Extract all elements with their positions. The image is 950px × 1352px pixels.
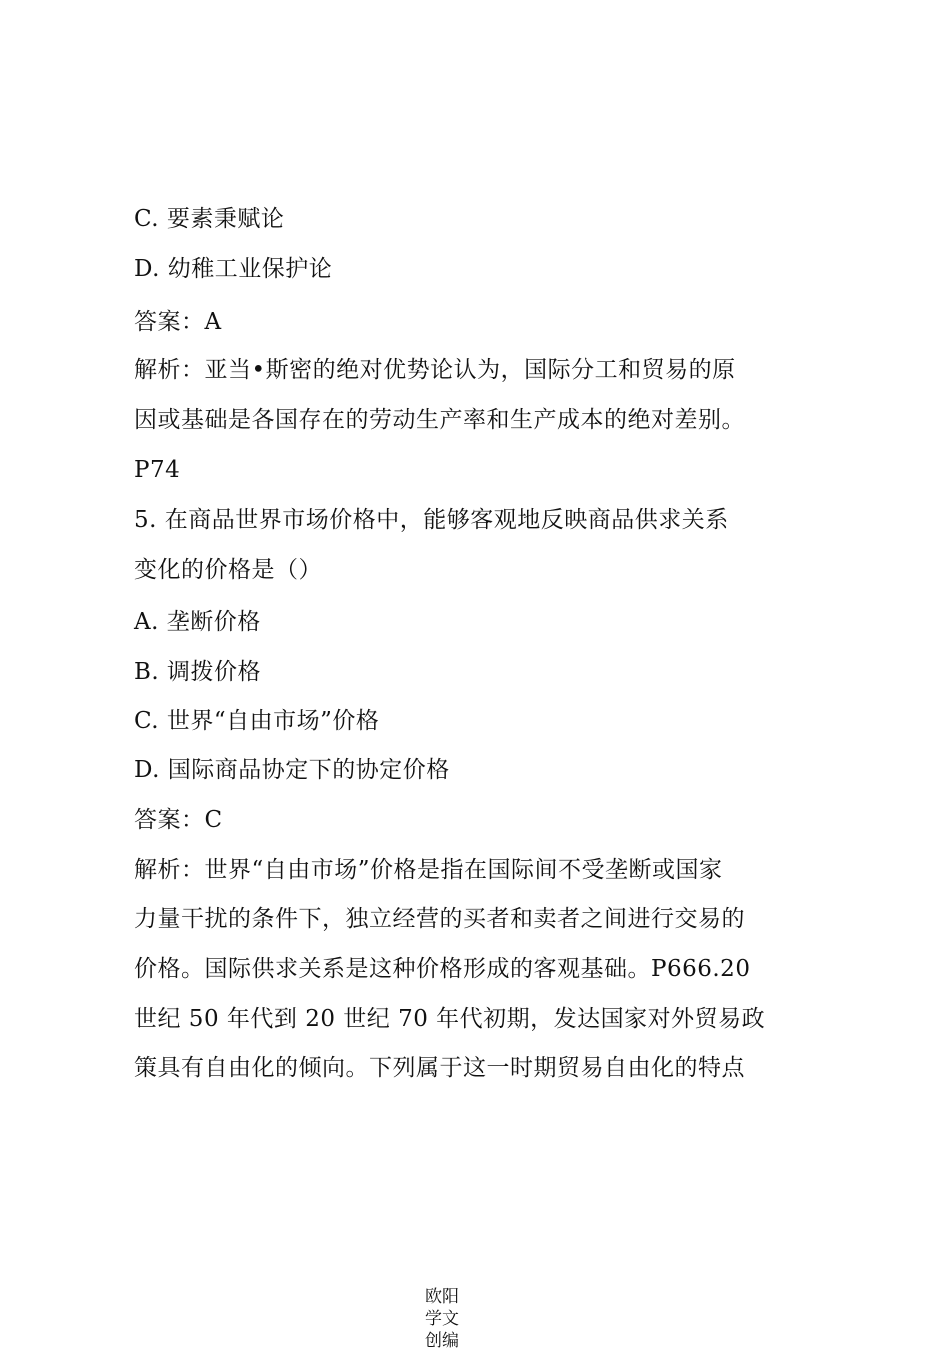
- q4-analysis-line-1: 解析：亚当•斯密的绝对优势论认为，国际分工和贸易的原: [134, 357, 736, 383]
- q4-analysis-line-2: 因或基础是各国存在的劳动生产率和生产成本的绝对差别。: [134, 407, 745, 433]
- q5-analysis-line-3: 价格。国际供求关系是这种价格形成的客观基础。P666.20: [134, 956, 751, 982]
- q5-option-d: D. 国际商品协定下的协定价格: [134, 757, 450, 783]
- footer-author: 欧阳学文创编: [425, 1287, 459, 1351]
- q6-stem-line-2: 策具有自由化的倾向。下列属于这一时期贸易自由化的特点: [134, 1055, 745, 1081]
- q5-stem-line-1: 5. 在商品世界市场价格中，能够客观地反映商品供求关系: [134, 507, 729, 533]
- q4-option-d: D. 幼稚工业保护论: [134, 256, 333, 282]
- q5-answer: 答案：C: [134, 807, 223, 833]
- q5-option-c: C. 世界“自由市场”价格: [134, 708, 380, 734]
- q4-answer: 答案：A: [134, 309, 222, 335]
- q5-option-b: B. 调拨价格: [134, 659, 262, 685]
- q6-stem-line-1: 世纪 50 年代到 20 世纪 70 年代初期，发达国家对外贸易政: [134, 1006, 766, 1032]
- q4-page-reference: P74: [134, 457, 181, 483]
- q5-analysis-line-2: 力量干扰的条件下，独立经营的买者和卖者之间进行交易的: [134, 906, 745, 932]
- q5-analysis-line-1: 解析：世界“自由市场”价格是指在国际间不受垄断或国家: [134, 857, 723, 883]
- q5-stem-line-2: 变化的价格是（）: [134, 557, 322, 583]
- q4-option-c: C. 要素秉赋论: [134, 206, 285, 232]
- q5-option-a: A. 垄断价格: [134, 609, 261, 635]
